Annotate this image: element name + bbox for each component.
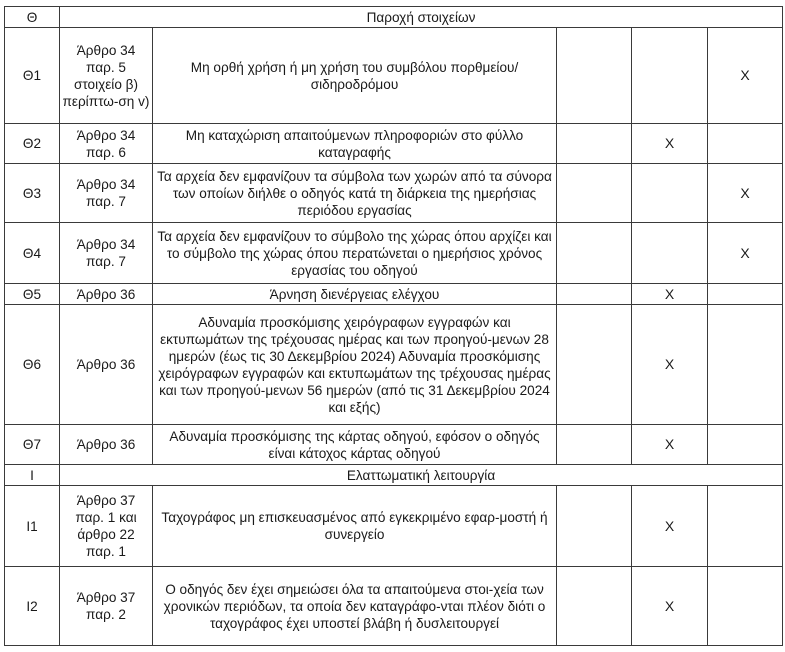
row-col4 xyxy=(557,425,632,465)
row-code: Θ1 xyxy=(5,28,60,124)
table-row xyxy=(5,284,783,305)
row-description: Ο οδηγός δεν έχει σημειώσει όλα τα απαιτούμενα στοι-χεία των χρονικών περιόδων, τα οποία δεν καταγράφο-νται πλέον διότι ο ταχογράφος έχει υποστεί βλάβη ή δυσλειτουργεί xyxy=(153,567,557,646)
table-row xyxy=(5,425,783,465)
row-code: Θ4 xyxy=(5,223,60,284)
row-col4 xyxy=(557,305,632,425)
table-row xyxy=(5,164,783,223)
row-article: Άρθρο 34 παρ. 6 xyxy=(60,124,153,164)
row-article: Άρθρο 37 παρ. 1 και άρθρο 22 παρ. 1 xyxy=(60,486,153,567)
row-col5: X xyxy=(632,486,708,567)
section-header xyxy=(5,7,783,28)
row-col5: X xyxy=(632,284,708,305)
row-col4 xyxy=(557,223,632,284)
row-description: Αδυναμία προσκόμισης χειρόγραφων εγγραφών και εκτυπωμάτων της τρέχουσας ημέρας και των προηγού-μενων 28 ημερών (έως τις 30 Δεκεμβρίου 2024) Αδυναμία προσκόμισης χειρόγραφων εγγραφών και εκτυπωμάτων της τρέχουσας ημέρας και των προηγού-μενων 56 ημερών (από τις 31 Δεκεμβρίου 2024 και εξής) xyxy=(153,305,557,425)
row-col4 xyxy=(557,486,632,567)
row-description: Τα αρχεία δεν εμφανίζουν το σύμβολο της χώρας όπου αρχίζει και το σύμβολο της χώρας όπου περατώνεται ο ημερήσιος χρόνος εργασίας του οδηγού xyxy=(153,223,557,284)
row-article: Άρθρο 36 xyxy=(60,284,153,305)
row-article: Άρθρο 36 xyxy=(60,305,153,425)
row-col5 xyxy=(632,28,708,124)
row-col5 xyxy=(632,164,708,223)
row-code: Ι1 xyxy=(5,486,60,567)
section-code: Θ xyxy=(5,7,60,28)
row-col5: X xyxy=(632,305,708,425)
row-col4 xyxy=(557,28,632,124)
section-code: Ι xyxy=(5,465,60,486)
row-code: Θ7 xyxy=(5,425,60,465)
row-description: Ταχογράφος μη επισκευασμένος από εγκεκριμένο εφαρ-μοστή ή συνεργείο xyxy=(153,486,557,567)
section-header xyxy=(5,465,783,486)
row-col6: X xyxy=(708,28,783,124)
row-col4 xyxy=(557,164,632,223)
table-row xyxy=(5,223,783,284)
row-code: Ι2 xyxy=(5,567,60,646)
row-col6 xyxy=(708,425,783,465)
table-row xyxy=(5,28,783,124)
row-article: Άρθρο 34 παρ. 7 xyxy=(60,164,153,223)
table-row xyxy=(5,305,783,425)
row-col5 xyxy=(632,223,708,284)
row-col6 xyxy=(708,284,783,305)
row-code: Θ2 xyxy=(5,124,60,164)
table-row xyxy=(5,124,783,164)
row-col4 xyxy=(557,567,632,646)
section-title: Παροχή στοιχείων xyxy=(60,7,783,28)
row-col4 xyxy=(557,124,632,164)
row-article: Άρθρο 36 xyxy=(60,425,153,465)
row-col6: X xyxy=(708,223,783,284)
row-col6: X xyxy=(708,164,783,223)
row-col5: X xyxy=(632,425,708,465)
row-description: Αδυναμία προσκόμισης της κάρτας οδηγού, εφόσον ο οδηγός είναι κάτοχος κάρτας οδηγού xyxy=(153,425,557,465)
row-code: Θ6 xyxy=(5,305,60,425)
row-article: Άρθρο 37 παρ. 2 xyxy=(60,567,153,646)
row-code: Θ5 xyxy=(5,284,60,305)
row-description: Τα αρχεία δεν εμφανίζουν τα σύμβολα των χωρών από τα σύνορα των οποίων διήλθε ο οδηγός κατά τη διάρκεια της ημερήσιας περιόδου εργασίας xyxy=(153,164,557,223)
row-code: Θ3 xyxy=(5,164,60,223)
row-description: Άρνηση διενέργειας ελέγχου xyxy=(153,284,557,305)
row-col6 xyxy=(708,567,783,646)
table-row xyxy=(5,567,783,646)
row-col6 xyxy=(708,486,783,567)
row-col6 xyxy=(708,305,783,425)
row-col4 xyxy=(557,284,632,305)
table-row xyxy=(5,486,783,567)
section-title: Ελαττωματική λειτουργία xyxy=(60,465,783,486)
row-description: Μη ορθή χρήση ή μη χρήση του συμβόλου πορθμείου/ σιδηροδρόμου xyxy=(153,28,557,124)
row-col5: X xyxy=(632,124,708,164)
row-col6 xyxy=(708,124,783,164)
regulation-table xyxy=(4,6,783,646)
row-description: Μη καταχώριση απαιτούμενων πληροφοριών στο φύλλο καταγραφής xyxy=(153,124,557,164)
row-article: Άρθρο 34 παρ. 5 στοιχείο β) περίπτω-ση v) xyxy=(60,28,153,124)
row-col5: X xyxy=(632,567,708,646)
row-article: Άρθρο 34 παρ. 7 xyxy=(60,223,153,284)
